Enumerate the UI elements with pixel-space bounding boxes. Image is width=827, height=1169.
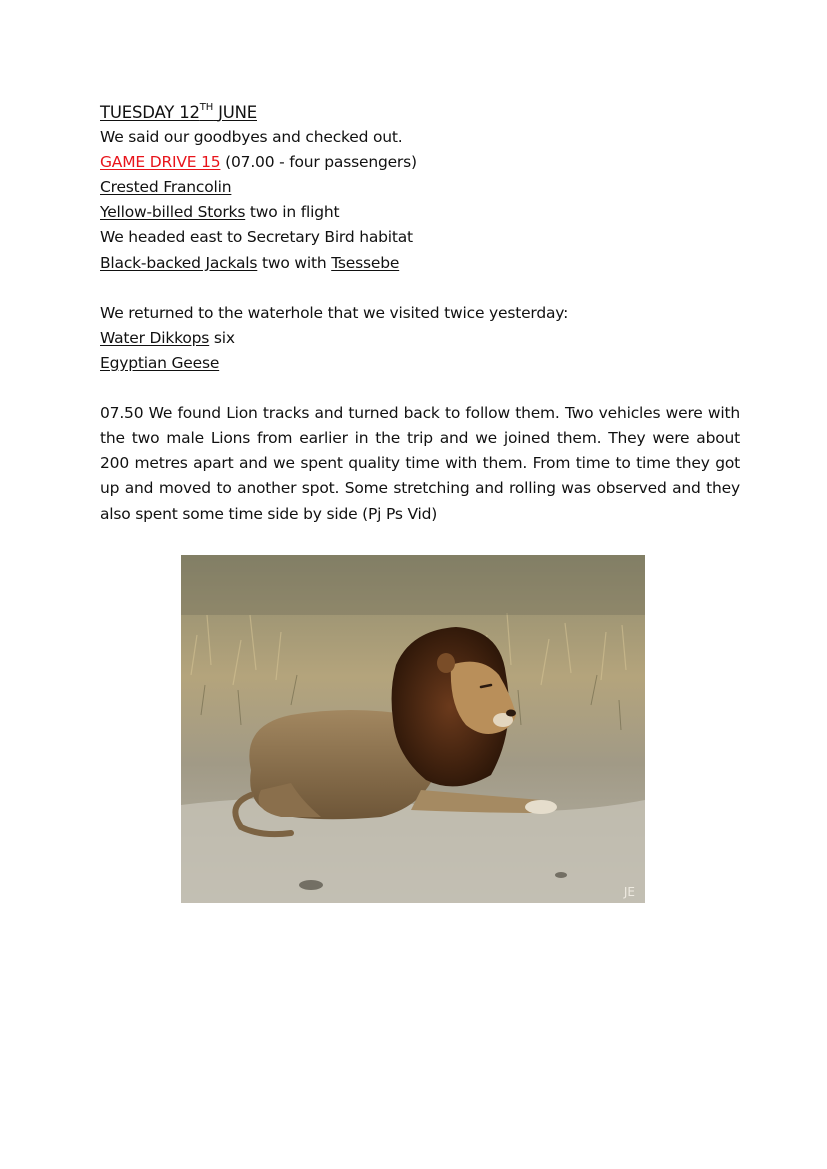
sighting-dikkops: [100, 326, 740, 351]
species-tsessebe: Tsessebe: [331, 253, 400, 272]
spacer: [100, 276, 740, 301]
sighting-jackals: [100, 251, 740, 276]
species-geese: Egyptian Geese: [100, 353, 220, 372]
jackals-note: two with: [257, 253, 332, 272]
sighting-francolin: [100, 175, 740, 200]
returned-line: We returned to the waterhole that we visited twice yesterday:: [100, 303, 569, 322]
lion-photo: [181, 555, 645, 903]
storks-note: two in flight: [245, 203, 340, 222]
page-title: [100, 100, 740, 125]
sighting-geese: [100, 351, 740, 376]
species-dikkops: Water Dikkops: [100, 328, 210, 347]
dikkops-note: six: [209, 328, 235, 347]
species-storks: Yellow-billed Storks: [100, 203, 246, 222]
checkout-line: We said our goodbyes and checked out.: [100, 128, 403, 147]
spacer: [100, 376, 740, 401]
diary-entry: [100, 100, 740, 527]
date-heading: TUESDAY 12TH JUNE: [100, 102, 257, 122]
sighting-storks: [100, 200, 740, 225]
lion-illustration: [181, 555, 645, 903]
species-francolin: Crested Francolin: [100, 178, 232, 197]
lion-paragraph: 07.50 We found Lion tracks and turned back to follow them. Two vehicles were with the two male Lions from earlier in the trip and we joined them. They were about 200 metres apart and we spent quality time with them. From time to time they got up and moved to another spot. Some stretching and rolling was observed and they also spent some time side by side (Pj Ps Vid): [100, 404, 740, 523]
game-drive-line: [100, 150, 740, 175]
headed-east-line: We headed east to Secretary Bird habitat: [100, 228, 413, 247]
photo-credit: JE: [623, 885, 635, 899]
game-drive-label: GAME DRIVE 15: [100, 153, 221, 172]
species-jackals: Black-backed Jackals: [100, 253, 258, 272]
game-drive-detail: (07.00 - four passengers): [220, 153, 417, 172]
